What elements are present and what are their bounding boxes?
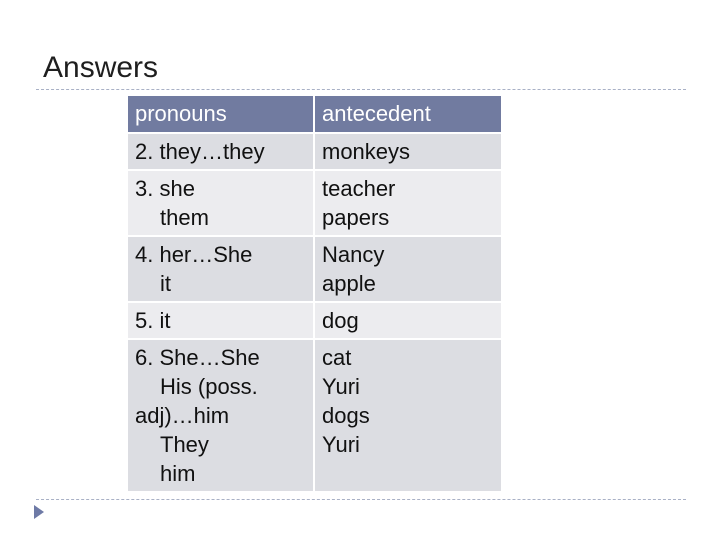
antecedent-cell (314, 133, 502, 170)
header-antecedent: antecedent (314, 96, 502, 133)
pronoun-line: him (160, 461, 196, 486)
top-divider (36, 89, 686, 90)
pronouns-cell (128, 133, 314, 170)
pronouns-cell (128, 339, 314, 492)
table-header-row (128, 96, 502, 133)
pronoun-line: 6. She…She (135, 345, 260, 370)
answers-table (128, 96, 503, 493)
triangle-right-icon (34, 505, 44, 519)
table-row (128, 339, 502, 492)
antecedent-line: monkeys (322, 139, 411, 164)
bottom-divider (36, 499, 686, 500)
antecedent-line: dog (322, 308, 359, 333)
antecedent-cell (314, 339, 502, 492)
antecedent-line: dogs (322, 403, 370, 428)
antecedent-line: Yuri (322, 432, 360, 457)
pronouns-cell (128, 170, 314, 236)
pronoun-line: it (160, 271, 171, 296)
antecedent-line: teacher (322, 176, 396, 201)
antecedent-cell (314, 302, 502, 339)
pronoun-line: them (160, 205, 209, 230)
antecedent-line: Nancy (322, 242, 385, 267)
antecedent-line: papers (322, 205, 390, 230)
pronouns-cell (128, 302, 314, 339)
pronoun-line: 2. they…they (135, 139, 265, 164)
pronoun-line: 5. it (135, 308, 171, 333)
antecedent-line: Yuri (322, 374, 360, 399)
header-pronouns: pronouns (128, 96, 314, 133)
table-row (128, 133, 502, 170)
pronoun-line: His (poss. (160, 374, 258, 399)
pronouns-cell (128, 236, 314, 302)
pronoun-line: 4. her…She (135, 242, 253, 267)
antecedent-cell (314, 170, 502, 236)
slide-title: Answers (43, 51, 159, 84)
antecedent-cell (314, 236, 502, 302)
pronoun-line: adj)…him (135, 403, 230, 428)
antecedent-line: cat (322, 345, 352, 370)
pronoun-line: 3. she (135, 176, 195, 201)
pronoun-line: They (160, 432, 209, 457)
table-row (128, 302, 502, 339)
table-row (128, 236, 502, 302)
table-row (128, 170, 502, 236)
antecedent-line: apple (322, 271, 376, 296)
